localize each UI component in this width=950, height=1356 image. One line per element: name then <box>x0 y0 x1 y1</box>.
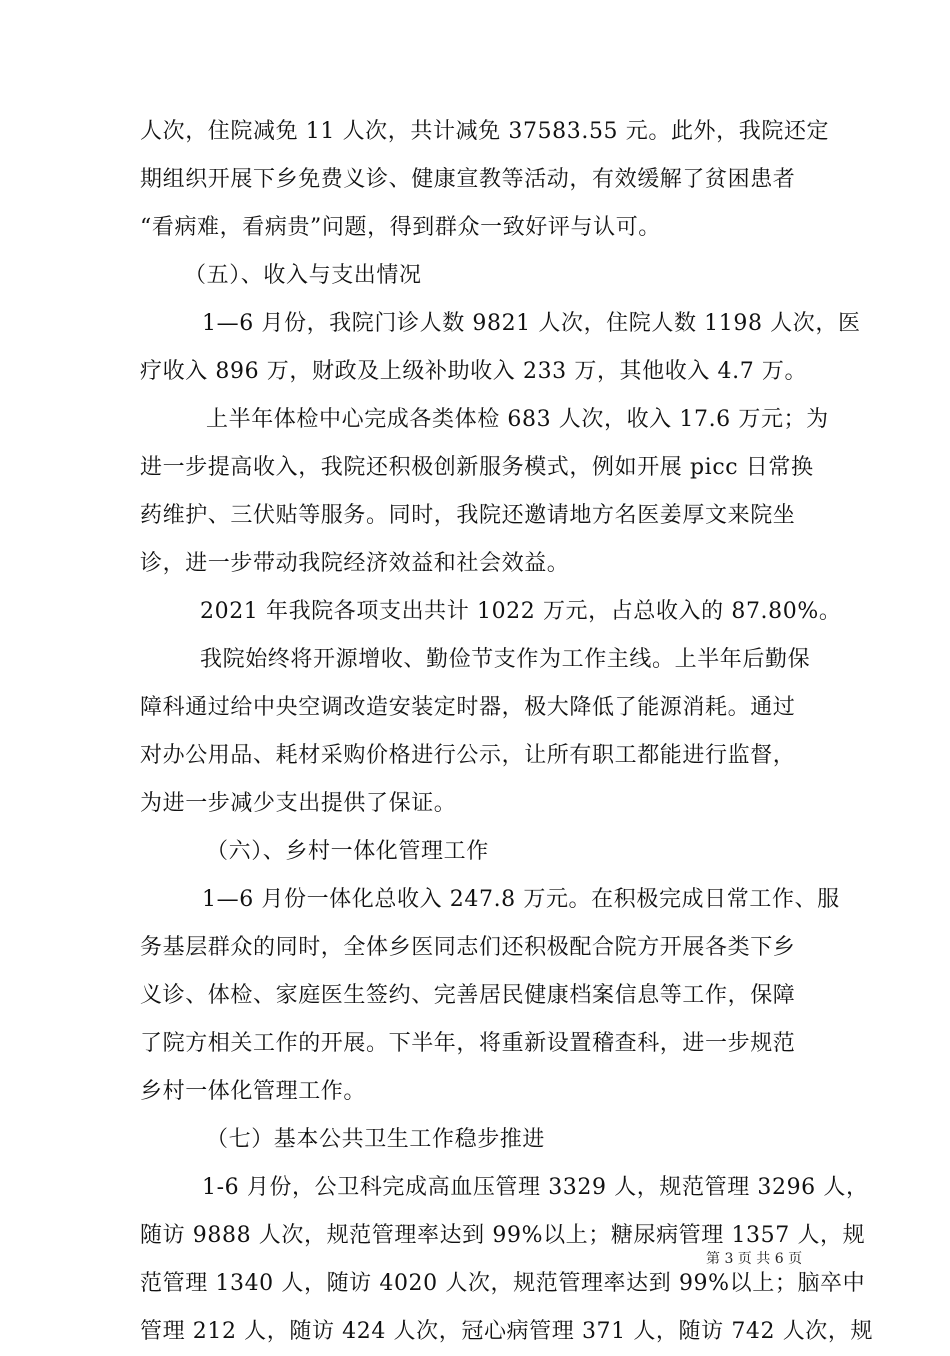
text-line: 对办公用品、耗材采购价格进行公示，让所有职工都能进行监督， <box>140 743 796 768</box>
text-line: 务基层群众的同时，全体乡医同志们还积极配合院方开展各类下乡 <box>140 935 796 960</box>
text-line: 范管理 1340 人，随访 4020 人次，规范管理率达到 99%以上；脑卒中 <box>140 1271 866 1296</box>
section-heading: （六）、乡村一体化管理工作 <box>206 839 489 864</box>
text-line: 1-6 月份，公卫科完成高血压管理 3329 人，规范管理 3296 人， <box>202 1175 869 1200</box>
text-line: 随访 9888 人次，规范管理率达到 99%以上；糖尿病管理 1357 人，规 <box>140 1223 866 1248</box>
text-line: 期组织开展下乡免费义诊、健康宣教等活动，有效缓解了贫困患者 <box>140 167 796 192</box>
text-line: 义诊、体检、家庭医生签约、完善居民健康档案信息等工作，保障 <box>140 983 796 1008</box>
text-line: 人次，住院减免 11 人次，共计减免 37583.55 元。此外，我院还定 <box>140 119 830 144</box>
text-line: 药维护、三伏贴等服务。同时，我院还邀请地方名医姜厚文来院坐 <box>140 503 796 528</box>
text-line: 进一步提高收入，我院还积极创新服务模式，例如开展 picc 日常换 <box>140 455 814 480</box>
text-line: 上半年体检中心完成各类体检 683 人次，收入 17.6 万元；为 <box>206 407 829 432</box>
text-line: 障科通过给中央空调改造安装定时器，极大降低了能源消耗。通过 <box>140 695 796 720</box>
text-line: 1—6 月份，我院门诊人数 9821 人次，住院人数 1198 人次，医 <box>202 311 861 336</box>
text-line: 我院始终将开源增收、勤俭节支作为工作主线。上半年后勤保 <box>200 647 811 672</box>
text-line: 乡村一体化管理工作。 <box>140 1079 367 1104</box>
text-line: “看病难，看病贵”问题，得到群众一致好评与认可。 <box>140 215 661 240</box>
text-line: 了院方相关工作的开展。下半年，将重新设置稽查科，进一步规范 <box>140 1031 796 1056</box>
section-heading: （七）基本公共卫生工作稳步推进 <box>206 1127 546 1152</box>
text-line: 管理 212 人，随访 424 人次，冠心病管理 371 人，随访 742 人次，规 <box>140 1319 874 1344</box>
section-heading: （五）、收入与支出情况 <box>184 263 422 288</box>
text-line: 诊，进一步带动我院经济效益和社会效益。 <box>140 551 570 576</box>
text-line: 2021 年我院各项支出共计 1022 万元，占总收入的 87.80%。 <box>200 599 842 624</box>
text-line: 疗收入 896 万，财政及上级补助收入 233 万，其他收入 4.7 万。 <box>140 359 808 384</box>
text-line: 为进一步减少支出提供了保证。 <box>140 791 457 816</box>
page-number: 第 3 页 共 6 页 <box>706 1251 803 1267</box>
text-line: 1—6 月份一体化总收入 247.8 万元。在积极完成日常工作、服 <box>202 887 840 912</box>
